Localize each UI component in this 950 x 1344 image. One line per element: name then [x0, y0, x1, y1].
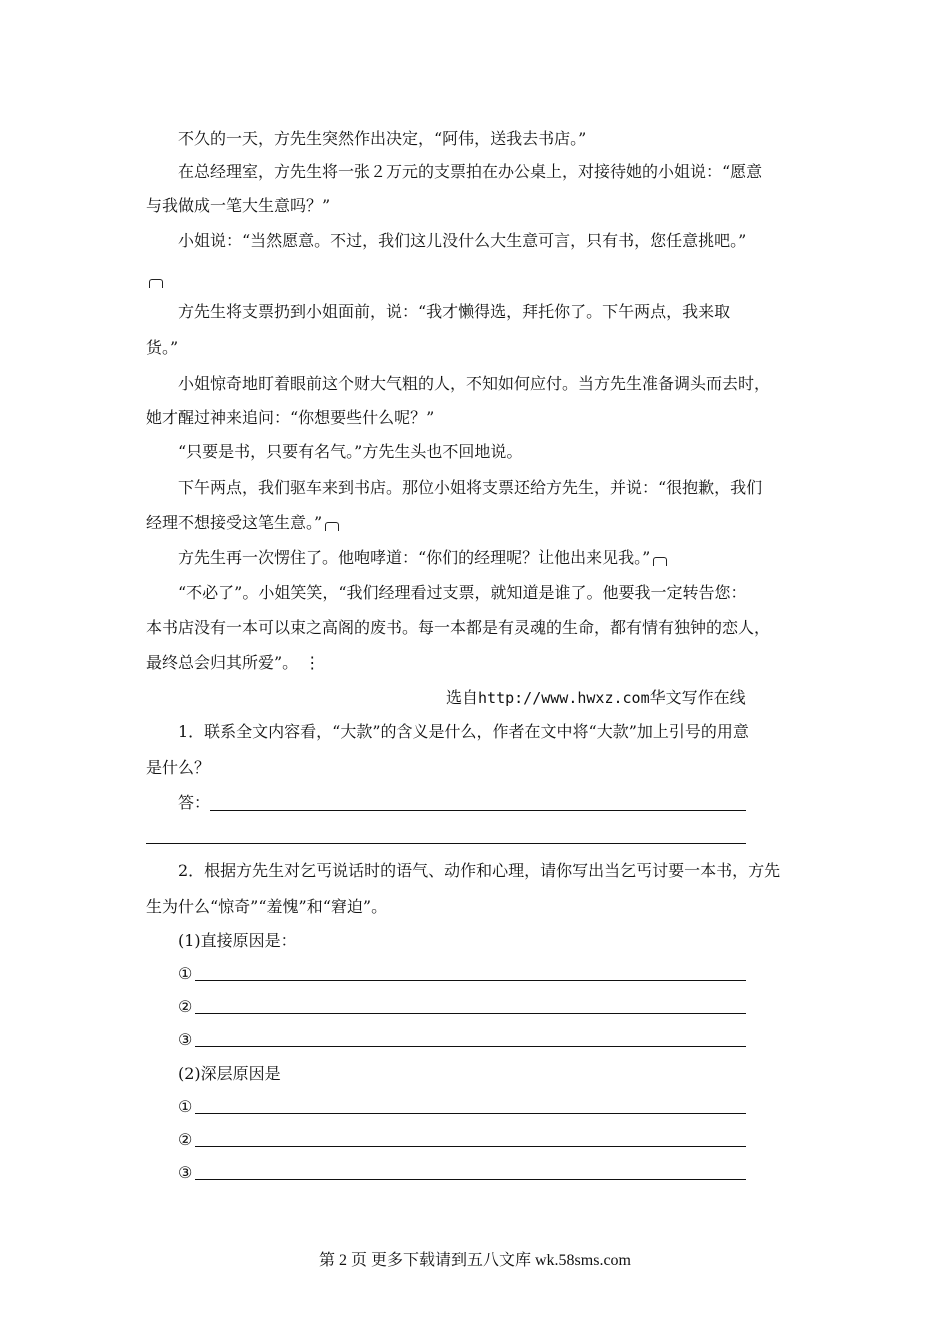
- paragraph: 方先生将支票扔到小姐面前，说：“我才懒得选，拜托你了。下午两点，我来取: [178, 302, 731, 321]
- ellipsis-mark: ⋮: [304, 653, 321, 672]
- question-1: 1．联系全文内容看，“大款”的含义是什么，作者在文中将“大款”加上引号的用意: [178, 722, 749, 741]
- answer-blank-line[interactable]: [210, 810, 746, 811]
- answer-blank-line[interactable]: [195, 1179, 746, 1180]
- answer-blank-line[interactable]: [195, 1146, 746, 1147]
- answer-blank-line[interactable]: [195, 1046, 746, 1047]
- edit-mark-icon: [653, 557, 667, 566]
- paragraph: 在总经理室，方先生将一张２万元的支票拍在办公桌上，对接待她的小姐说：“愿意: [178, 162, 763, 181]
- question-1-continuation: 是什么？: [146, 758, 211, 777]
- direct-reason-label: (1)直接原因是：: [178, 931, 297, 950]
- paragraph: [178, 548, 667, 568]
- item-number: ③: [178, 1030, 193, 1049]
- edit-mark-icon: [325, 522, 339, 531]
- paragraph-text: 方先生再一次愣住了。他咆哮道：“你们的经理呢？让他出来见我。”: [178, 548, 651, 567]
- paragraph: “不必了”。小姐笑笑，“我们经理看过支票，就知道是谁了。他要我一定转告您：: [178, 583, 747, 602]
- item-number: ①: [178, 964, 193, 983]
- answer-blank-line[interactable]: [195, 1113, 746, 1114]
- paragraph-continuation: 她才醒过神来追问：“你想要些什么呢？”: [146, 408, 435, 427]
- paragraph-continuation: 与我做成一笔大生意吗？”: [146, 196, 331, 215]
- question-2-continuation: 生为什么“惊奇”“羞愧”和“窘迫”。: [146, 897, 388, 916]
- answer-label: 答：: [178, 793, 211, 812]
- page-footer: 第 2 页 更多下载请到五八文库 wk.58sms.com: [318, 1252, 631, 1269]
- paragraph: 不久的一天，方先生突然作出决定，“阿伟，送我去书店。”: [178, 129, 587, 148]
- source-citation: [446, 688, 746, 708]
- paragraph-continuation: [146, 653, 320, 673]
- answer-blank-line[interactable]: [195, 980, 746, 981]
- source-url: http://www.hwxz.com: [478, 689, 650, 707]
- paragraph: 下午两点，我们驱车来到书店。那位小姐将支票还给方先生，并说：“很抱歉，我们: [178, 478, 763, 497]
- paragraph-text: 最终总会归其所爱”。: [146, 653, 299, 672]
- paragraph-continuation: 本书店没有一本可以束之高阁的废书。每一本都是有灵魂的生命，都有情有独钟的恋人，: [146, 618, 771, 637]
- source-name: 华文写作在线: [649, 688, 746, 707]
- paragraph-text: 经理不想接受这笔生意。”: [146, 513, 323, 532]
- item-number: ①: [178, 1097, 193, 1116]
- item-number: ③: [178, 1163, 193, 1182]
- deep-reason-label: (2)深层原因是: [178, 1064, 281, 1083]
- paragraph: 小姐说：“当然愿意。不过，我们这儿没什么大生意可言，只有书，您任意挑吧。”: [178, 231, 747, 250]
- answer-blank-line[interactable]: [195, 1013, 746, 1014]
- item-number: ②: [178, 1130, 193, 1149]
- paragraph-continuation: [146, 513, 339, 533]
- question-2: 2．根据方先生对乞丐说话时的语气、动作和心理，请你写出当乞丐讨要一本书，方先: [178, 861, 781, 880]
- edit-mark-icon: [146, 270, 166, 290]
- source-prefix: 选自: [446, 688, 479, 707]
- paragraph: “只要是书，只要有名气。”方先生头也不回地说。: [178, 442, 523, 461]
- item-number: ②: [178, 997, 193, 1016]
- paragraph-continuation: 货。”: [146, 338, 179, 357]
- paragraph: 小姐惊奇地盯着眼前这个财大气粗的人，不知如何应付。当方先生准备调头而去时，: [178, 374, 771, 393]
- answer-blank-line[interactable]: [146, 843, 746, 844]
